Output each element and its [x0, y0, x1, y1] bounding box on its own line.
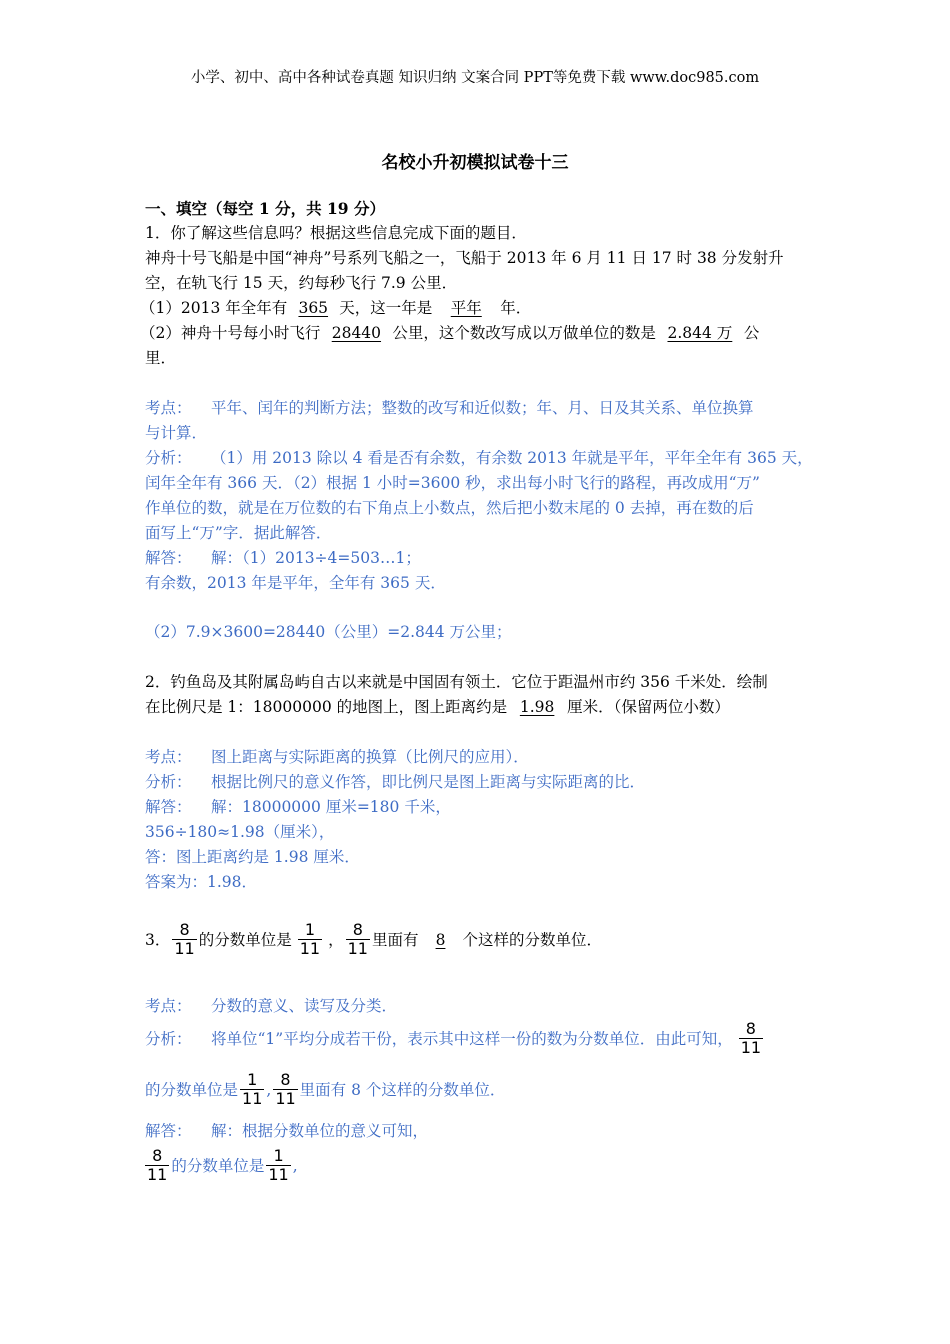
text: 个这样的分数单位． — [462, 930, 603, 949]
numerator: 8 — [352, 920, 363, 939]
denominator: 11 — [242, 1089, 263, 1108]
q2-jieda-cont: 答：图上距离约是 1.98 厘米． — [145, 848, 360, 866]
q1-fenxi-cont: 作单位的数，就是在万位数的右下角点上小数点，然后把小数末尾的 0 去掉，再在数的后 — [145, 499, 754, 517]
numerator: 1 — [304, 920, 316, 939]
denominator: 11 — [347, 939, 368, 958]
text: 平年、闰年的判断方法；整数的改写和近似数；年、月、日及其关系、单位换算 — [211, 399, 754, 417]
q1-fenxi — [145, 446, 813, 470]
label: 考点： — [145, 997, 192, 1015]
text: 图上距离与实际距离的换算（比例尺的应用）． — [211, 748, 529, 766]
label: 分析： — [145, 1029, 192, 1048]
numerator: 8 — [179, 920, 190, 939]
label: 解答： — [145, 549, 192, 567]
text: 在比例尺是 1：18000000 的地图上，图上距离约是 — [145, 698, 508, 716]
q1-sub2-cont: 里． — [145, 349, 177, 367]
q3-jieda — [145, 1119, 428, 1143]
q3-kaodian — [145, 994, 397, 1018]
denominator: 11 — [174, 939, 195, 958]
text: 解：18000000 厘米=180 千米， — [211, 798, 451, 816]
q1-fenxi-cont: 面写上“万”字．据此解答． — [145, 524, 332, 542]
text: 天，这一年是 — [339, 299, 433, 317]
text: （1）用 2013 除以 4 看是否有余数，有余数 2013 年就是平年，平年全年有 365 天， — [211, 449, 813, 467]
fraction — [145, 1147, 169, 1184]
answer-blank: 28440 — [331, 324, 382, 342]
text: （2）神舟十号每小时飞行 — [140, 324, 321, 342]
fraction — [240, 1071, 264, 1108]
label: 解答： — [145, 798, 192, 816]
q1-jieda-cont: 有余数，2013 年是平年，全年有 365 天． — [145, 574, 446, 592]
numerator: 1 — [273, 1146, 284, 1165]
text: 将单位“1”平均分成若干份，表示其中这样一份的数为分数单位．由此可知， — [211, 1029, 733, 1048]
denominator: 11 — [740, 1038, 762, 1057]
text: 解：（1）2013÷4=503…1； — [211, 549, 421, 567]
text: 年． — [500, 299, 532, 317]
q1-fenxi-cont: 闰年全年有 366 天．（2）根据 1 小时=3600 秒，求出每小时飞行的路程，再改成用“万” — [145, 474, 760, 492]
q2-kaodian — [145, 745, 529, 769]
numerator: 1 — [247, 1070, 258, 1089]
label: 分析： — [145, 449, 192, 467]
denominator: 11 — [147, 1165, 168, 1184]
q2-fenxi — [145, 770, 645, 794]
q1-para-line: 神舟十号飞船是中国“神舟”号系列飞船之一，飞船于 2013 年 6 月 11 日 17 时 38 分发射升 — [145, 249, 784, 267]
text: 的分数单位是 — [171, 1156, 265, 1175]
label: 考点： — [145, 399, 192, 417]
numerator: 8 — [745, 1019, 756, 1038]
q1-sub2 — [140, 321, 759, 345]
fraction — [739, 1020, 763, 1057]
text: 厘米．（保留两位小数） — [567, 698, 730, 716]
text: 公 — [743, 324, 760, 342]
q3-fenxi-cont — [145, 1071, 505, 1108]
q1-jieda — [145, 546, 421, 570]
answer-blank — [292, 921, 328, 958]
text: 里面有 8 个这样的分数单位． — [299, 1080, 506, 1099]
answer-blank: 平年 — [450, 299, 482, 317]
label: 解答： — [145, 1122, 192, 1140]
text: 的分数单位是 — [198, 930, 292, 949]
label: 分析： — [145, 773, 192, 791]
answer-blank: 8 — [435, 930, 446, 949]
fraction — [298, 921, 322, 958]
q3-question — [145, 921, 602, 958]
text: 分数的意义、读写及分类． — [211, 997, 398, 1015]
q1-para-line: 空，在轨飞行 15 天，约每秒飞行 7.9 公里． — [145, 274, 458, 292]
text: 解：根据分数单位的意义可知， — [211, 1122, 429, 1140]
fraction — [266, 1147, 290, 1184]
fraction — [172, 921, 196, 958]
q1-kaodian-cont: 与计算． — [145, 424, 208, 442]
text: , — [266, 1080, 272, 1099]
q1-jieda-cont: （2）7.9×3600=28440（公里）=2.844 万公里； — [145, 623, 512, 641]
q2-line — [145, 695, 730, 719]
text: 根据比例尺的意义作答，即比例尺是图上距离与实际距离的比． — [211, 773, 646, 791]
denominator: 11 — [275, 1089, 296, 1108]
answer-blank: 1.98 — [519, 698, 555, 716]
q2-jieda-cont: 答案为：1.98． — [145, 873, 258, 891]
denominator: 11 — [299, 939, 321, 958]
page-title: 名校小升初模拟试卷十三 — [381, 153, 569, 173]
text: 的分数单位是 — [145, 1080, 239, 1099]
denominator: 11 — [268, 1165, 289, 1184]
q2-jieda-cont: 356÷180≈1.98（厘米）， — [145, 823, 335, 841]
text: 3． — [145, 930, 171, 949]
text: 里面有 — [371, 930, 419, 949]
q3-jieda-cont — [145, 1147, 298, 1184]
answer-blank: 2.844 万 — [667, 324, 733, 342]
page-header: 小学、初中、高中各种试卷真题 知识归纳 文案合同 PPT等免费下载 www.doc985.com — [190, 70, 760, 86]
q1-intro: 1．你了解这些信息吗？根据这些信息完成下面的题目． — [145, 224, 527, 242]
text: , — [292, 1156, 298, 1175]
answer-blank: 365 — [298, 299, 329, 317]
text: ， — [328, 930, 344, 949]
text: （1）2013 年全年有 — [140, 299, 288, 317]
numerator: 8 — [152, 1146, 163, 1165]
q2-jieda — [145, 795, 451, 819]
fraction — [346, 921, 370, 958]
q1-kaodian — [145, 396, 754, 420]
numerator: 8 — [280, 1070, 291, 1089]
q2-line: 2．钓鱼岛及其附属岛屿自古以来就是中国固有领土．它位于距温州市约 356 千米处．绘制 — [145, 673, 768, 691]
text: 公里，这个数改写成以万做单位的数是 — [392, 324, 656, 342]
fraction — [273, 1071, 297, 1108]
label: 考点： — [145, 748, 192, 766]
section-heading: 一、填空（每空 1 分，共 19 分） — [145, 199, 385, 218]
q3-fenxi — [145, 1020, 765, 1057]
q1-sub1 — [140, 296, 531, 320]
